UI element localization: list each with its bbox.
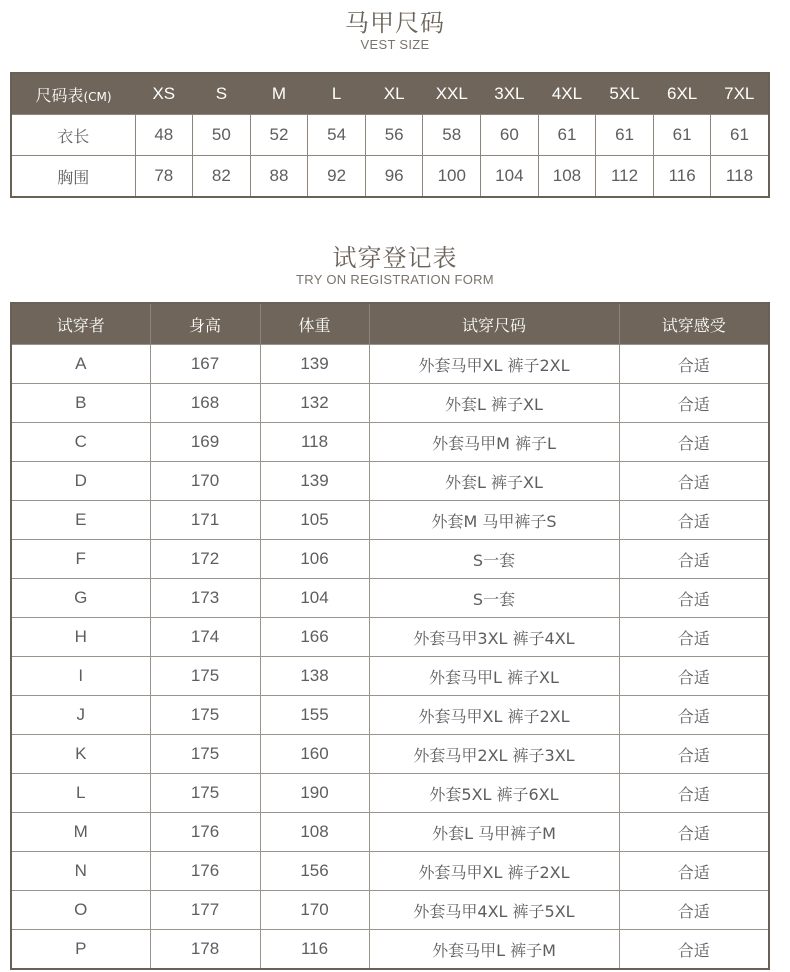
try-cell-height: 168 bbox=[150, 384, 260, 423]
try-cell-height: 173 bbox=[150, 579, 260, 618]
try-cell-person: A bbox=[11, 345, 150, 384]
try-on-subtitle: TRY ON REGISTRATION FORM bbox=[296, 272, 494, 287]
size-value-cell: 61 bbox=[538, 115, 596, 156]
try-cell-size: 外套马甲XL 裤子2XL bbox=[369, 345, 619, 384]
size-header-cell: XS bbox=[135, 73, 193, 115]
try-cell-height: 174 bbox=[150, 618, 260, 657]
try-cell-person: J bbox=[11, 696, 150, 735]
try-cell-height: 178 bbox=[150, 930, 260, 970]
table-row bbox=[11, 891, 769, 930]
try-cell-height: 175 bbox=[150, 774, 260, 813]
size-value-cell: 92 bbox=[308, 156, 366, 198]
size-value-cell: 100 bbox=[423, 156, 481, 198]
try-header-cell: 身高 bbox=[150, 303, 260, 345]
size-value-cell: 56 bbox=[365, 115, 423, 156]
size-value-cell: 88 bbox=[250, 156, 308, 198]
try-table-header bbox=[11, 303, 769, 345]
size-header-cell: S bbox=[193, 73, 251, 115]
try-cell-size: 外套L 裤子XL bbox=[369, 384, 619, 423]
try-cell-feeling: 合适 bbox=[619, 852, 769, 891]
try-cell-weight: 139 bbox=[260, 345, 369, 384]
size-header-cell: 3XL bbox=[481, 73, 539, 115]
size-row-label: 胸围 bbox=[11, 156, 135, 198]
try-cell-feeling: 合适 bbox=[619, 540, 769, 579]
try-cell-size: 外套5XL 裤子6XL bbox=[369, 774, 619, 813]
table-row bbox=[11, 423, 769, 462]
try-cell-weight: 116 bbox=[260, 930, 369, 970]
size-value-cell: 50 bbox=[193, 115, 251, 156]
try-header-cell: 体重 bbox=[260, 303, 369, 345]
size-value-cell: 48 bbox=[135, 115, 193, 156]
try-cell-weight: 166 bbox=[260, 618, 369, 657]
try-cell-weight: 105 bbox=[260, 501, 369, 540]
size-header-cell: 6XL bbox=[653, 73, 711, 115]
try-cell-person: F bbox=[11, 540, 150, 579]
vest-size-subtitle: VEST SIZE bbox=[360, 37, 430, 52]
size-table-header bbox=[11, 73, 769, 115]
try-cell-weight: 156 bbox=[260, 852, 369, 891]
size-table-row bbox=[11, 115, 769, 156]
size-header-cell: 7XL bbox=[711, 73, 769, 115]
size-value-cell: 118 bbox=[711, 156, 769, 198]
size-table-unit: (CM) bbox=[83, 89, 112, 104]
try-cell-height: 172 bbox=[150, 540, 260, 579]
try-cell-height: 177 bbox=[150, 891, 260, 930]
size-value-cell: 82 bbox=[193, 156, 251, 198]
table-row bbox=[11, 579, 769, 618]
try-cell-feeling: 合适 bbox=[619, 696, 769, 735]
table-row bbox=[11, 657, 769, 696]
try-cell-size: 外套L 裤子XL bbox=[369, 462, 619, 501]
table-row bbox=[11, 501, 769, 540]
try-cell-weight: 190 bbox=[260, 774, 369, 813]
try-cell-weight: 170 bbox=[260, 891, 369, 930]
try-cell-size: 外套马甲4XL 裤子5XL bbox=[369, 891, 619, 930]
try-cell-height: 175 bbox=[150, 696, 260, 735]
size-value-cell: 60 bbox=[481, 115, 539, 156]
try-cell-height: 171 bbox=[150, 501, 260, 540]
size-value-cell: 58 bbox=[423, 115, 481, 156]
try-cell-height: 167 bbox=[150, 345, 260, 384]
try-cell-weight: 160 bbox=[260, 735, 369, 774]
try-cell-feeling: 合适 bbox=[619, 813, 769, 852]
try-cell-weight: 108 bbox=[260, 813, 369, 852]
try-cell-weight: 139 bbox=[260, 462, 369, 501]
try-cell-feeling: 合适 bbox=[619, 891, 769, 930]
try-cell-feeling: 合适 bbox=[619, 501, 769, 540]
try-cell-feeling: 合适 bbox=[619, 345, 769, 384]
vest-size-title: 马甲尺码 bbox=[345, 9, 445, 37]
size-header-cell: 4XL bbox=[538, 73, 596, 115]
size-value-cell: 61 bbox=[653, 115, 711, 156]
vest-size-table bbox=[10, 72, 770, 198]
table-row bbox=[11, 618, 769, 657]
try-cell-feeling: 合适 bbox=[619, 657, 769, 696]
try-cell-size: 外套马甲2XL 裤子3XL bbox=[369, 735, 619, 774]
try-header-cell: 试穿感受 bbox=[619, 303, 769, 345]
try-cell-weight: 118 bbox=[260, 423, 369, 462]
size-header-cell: XL bbox=[365, 73, 423, 115]
try-cell-height: 176 bbox=[150, 852, 260, 891]
try-cell-weight: 155 bbox=[260, 696, 369, 735]
try-cell-weight: 132 bbox=[260, 384, 369, 423]
size-header-cell: M bbox=[250, 73, 308, 115]
table-row bbox=[11, 540, 769, 579]
table-row bbox=[11, 735, 769, 774]
try-cell-feeling: 合适 bbox=[619, 423, 769, 462]
try-cell-person: N bbox=[11, 852, 150, 891]
try-cell-size: S一套 bbox=[369, 579, 619, 618]
try-cell-person: E bbox=[11, 501, 150, 540]
size-value-cell: 96 bbox=[365, 156, 423, 198]
table-row bbox=[11, 852, 769, 891]
table-row bbox=[11, 696, 769, 735]
try-on-heading bbox=[0, 244, 790, 288]
try-cell-person: D bbox=[11, 462, 150, 501]
try-cell-feeling: 合适 bbox=[619, 735, 769, 774]
size-value-cell: 61 bbox=[596, 115, 654, 156]
size-value-cell: 78 bbox=[135, 156, 193, 198]
table-row bbox=[11, 384, 769, 423]
try-cell-person: G bbox=[11, 579, 150, 618]
try-cell-feeling: 合适 bbox=[619, 774, 769, 813]
size-value-cell: 52 bbox=[250, 115, 308, 156]
try-cell-person: L bbox=[11, 774, 150, 813]
try-cell-size: 外套L 马甲裤子M bbox=[369, 813, 619, 852]
try-cell-size: 外套马甲3XL 裤子4XL bbox=[369, 618, 619, 657]
try-cell-weight: 104 bbox=[260, 579, 369, 618]
size-value-cell: 112 bbox=[596, 156, 654, 198]
try-cell-height: 175 bbox=[150, 735, 260, 774]
try-cell-person: P bbox=[11, 930, 150, 970]
try-cell-person: M bbox=[11, 813, 150, 852]
table-row bbox=[11, 462, 769, 501]
try-cell-person: O bbox=[11, 891, 150, 930]
table-row bbox=[11, 774, 769, 813]
try-cell-feeling: 合适 bbox=[619, 579, 769, 618]
try-cell-feeling: 合适 bbox=[619, 462, 769, 501]
size-value-cell: 61 bbox=[711, 115, 769, 156]
try-cell-size: 外套马甲XL 裤子2XL bbox=[369, 852, 619, 891]
try-cell-feeling: 合适 bbox=[619, 384, 769, 423]
table-row bbox=[11, 345, 769, 384]
try-cell-height: 175 bbox=[150, 657, 260, 696]
size-value-cell: 54 bbox=[308, 115, 366, 156]
vest-size-heading bbox=[0, 9, 790, 53]
size-table-label: 尺码表 bbox=[35, 85, 84, 105]
size-value-cell: 104 bbox=[481, 156, 539, 198]
try-cell-feeling: 合适 bbox=[619, 618, 769, 657]
try-header-cell: 试穿者 bbox=[11, 303, 150, 345]
try-cell-person: I bbox=[11, 657, 150, 696]
try-cell-weight: 106 bbox=[260, 540, 369, 579]
try-cell-size: S一套 bbox=[369, 540, 619, 579]
size-table-row bbox=[11, 156, 769, 198]
try-cell-height: 169 bbox=[150, 423, 260, 462]
size-header-cell: 5XL bbox=[596, 73, 654, 115]
size-table-corner bbox=[11, 73, 135, 115]
try-on-title: 试穿登记表 bbox=[332, 244, 458, 272]
try-cell-size: 外套马甲M 裤子L bbox=[369, 423, 619, 462]
size-value-cell: 108 bbox=[538, 156, 596, 198]
try-cell-height: 170 bbox=[150, 462, 260, 501]
size-header-cell: L bbox=[308, 73, 366, 115]
try-cell-height: 176 bbox=[150, 813, 260, 852]
try-cell-weight: 138 bbox=[260, 657, 369, 696]
size-header-cell: XXL bbox=[423, 73, 481, 115]
try-cell-person: K bbox=[11, 735, 150, 774]
size-row-label: 衣长 bbox=[11, 115, 135, 156]
try-cell-size: 外套M 马甲裤子S bbox=[369, 501, 619, 540]
try-cell-size: 外套马甲XL 裤子2XL bbox=[369, 696, 619, 735]
try-cell-size: 外套马甲L 裤子M bbox=[369, 930, 619, 970]
try-cell-person: B bbox=[11, 384, 150, 423]
try-cell-size: 外套马甲L 裤子XL bbox=[369, 657, 619, 696]
try-header-cell: 试穿尺码 bbox=[369, 303, 619, 345]
try-cell-person: H bbox=[11, 618, 150, 657]
table-row bbox=[11, 813, 769, 852]
try-cell-person: C bbox=[11, 423, 150, 462]
try-cell-feeling: 合适 bbox=[619, 930, 769, 970]
try-on-table bbox=[10, 302, 770, 970]
size-value-cell: 116 bbox=[653, 156, 711, 198]
table-row bbox=[11, 930, 769, 970]
